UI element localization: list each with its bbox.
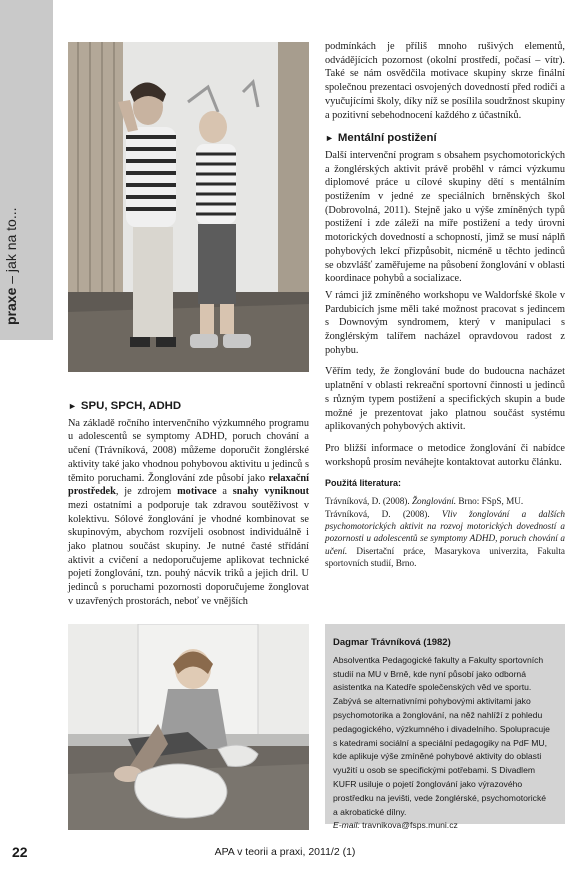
bold-span: relaxační prostředek (68, 472, 309, 498)
bold-span: snahy vyniknout (232, 486, 310, 498)
photo-juggling-pair (68, 42, 309, 372)
sidebar-label-rest: – jak na to... (3, 207, 19, 288)
text-span: Trávníková, D. (2008). (325, 496, 412, 507)
author-bio-box (325, 624, 565, 831)
author-name: Dagmar Trávníková (1982) (333, 637, 451, 648)
text-span: Na základě ročního intervenčního výzkumného programu u adolescentů se symptomy ADHD, poruch chování a učení (Trávníková, 2008) můžeme doporučit žonglérské aktivity také jako vhodnou pohybovou aktivitu u jedinců s těmito poruchami. Žonglování zde působí jako (68, 417, 309, 484)
text-span: Trávníková, D. (2008). (325, 508, 442, 519)
italic-span: Žonglování. (411, 496, 457, 507)
photo-child-floor (68, 624, 309, 830)
paragraph-top: podmínkách je příliš mnoho rušivých elementů, odvádějících pozornost (okolní prostředí, počasí – vítr). Také se nám osvědčila motivace skupiny skrze finální společnou prezentaci osvojených dovedností před rodiči a vyučujícími školy, díky níž se posílila soudržnost skupiny a pozitivní sebehodnocení každého z účastníků. (325, 41, 565, 121)
right-column (325, 40, 565, 570)
bold-span: motivace (177, 486, 217, 498)
author-email-line (333, 819, 553, 833)
heading-spu (68, 400, 309, 414)
paragraph-contact: Pro bližší informace o metodice žonglování či nabídce workshopů prosím neváhejte kontaktovat autorku článku. (325, 442, 565, 468)
text-span: Brno: FSpS, MU. (456, 496, 524, 507)
text-span: Disertační práce, Masarykova univerzita, Fakulta sportovních studií, Brno. (325, 545, 565, 569)
journal-footer: APA v teorii a praxi, 2011/2 (1) (214, 846, 356, 858)
email-label: E-mail: (333, 820, 360, 831)
reference-1 (325, 495, 565, 507)
sidebar-label (3, 207, 51, 326)
references-title: Použitá literatura: (325, 478, 402, 489)
paragraph-mental-1: Další intervenční program s obsahem psychomotorických a žonglérských aktivit právě proběhl v rámci výzkumu diplomové práce u cílové skupiny dětí s mentálním postižením v jedné ze speciálních brněnských škol (Dobrovolná, 2011). Stejně jako u výše zmíněných typů postižení i zde záleží na míře postižení a tedy úrovni motorických dovedností a schopností, jimž se musí náplň pohybových lekcí přizpůsobit, nicméně u těchto jedinců se obzvlášť zaměřujeme na působení žonglování v oblasti koordinace pohybů a socializace. (325, 149, 565, 285)
arrow-right-icon: ► (325, 133, 334, 144)
paragraph-mental-2: V rámci již zmíněného workshopu ve Waldorfské škole v Pardubicích jsme měli také možnost pracovat s jedincem s Downovým syndromem, který v manipulaci s žonglérským talířem nacházel opravdovou radost z pohybu. (325, 289, 565, 356)
text-span: , je zdrojem (115, 486, 178, 498)
text-span: a (216, 486, 233, 498)
heading-mental (325, 132, 565, 146)
text-span: mezi ostatními a podporuje tak zdravou soutěživost v kolektivu. Sólové žonglování je vhodné kombinovat se skupinovým, abychom rozvíjeli osobnost individuálně i jako platnou součást skupiny. Je nutné časté střídání aktivit a cvičení a nedoporučujeme aplikovat technické pojetí žonglování, tzn. pouhý nácvik triků a jejich dril. U jedinců s poruchami pozornosti doporučujeme žonglovat v uzavřených prostorách, neboť ve vnějších (68, 499, 309, 607)
reference-2 (325, 508, 565, 570)
paragraph-spu (68, 417, 309, 609)
heading-spu-text: SPU, SPCH, ADHD (80, 400, 182, 412)
left-column (68, 396, 309, 612)
arrow-right-icon: ► (68, 401, 77, 411)
italic-span: Vliv žonglování a dalších psychomotorických aktivit na rozvoj motorických dovedností a pozornosti u adolescentů se symptomy ADHD, poruch chování a učení. (325, 508, 566, 556)
paragraph-conclusion: Věřím tedy, že žonglování bude do budoucna nacházet uplatnění v oblasti rekreační sportovní činnosti u jedinců s různým typem postižení a specifických skupin a bude možné je prezentovat jako platnou součást systému aplikovaných pohybových aktivit. (325, 366, 565, 433)
sidebar-label-bold: praxe (3, 287, 19, 325)
email-address[interactable]: travnikova@fsps.muni.cz (359, 820, 458, 831)
heading-mental-text: Mentální postižení (337, 132, 437, 145)
author-bio-text: Absolventka Pedagogické fakulty a Fakulty sportovních studií na MU v Brně, kde nyní působí jako odborná asistentka na Katedře společenských věd ve sportu. Zabývá se alternativními pohybovými aktivitami jako psychomotorika a žonglování, na něž nahlíží z pohledu pedagogického, výzkumného i divadelního. Spolupracuje s katedrami sociální a speciální pedagogiky na PdF MU, kde aplikuje výše zmíněné pohybové aktivity do oblasti využití u osob se specifickými potřebami. S Divadlem KUFR usiluje o pojetí žonglování jako výrazového prostředku na jevišti, vede žonglérské, psychomotorické a akrobatické dílny. (333, 654, 550, 817)
page-number: 22 (12, 844, 28, 860)
